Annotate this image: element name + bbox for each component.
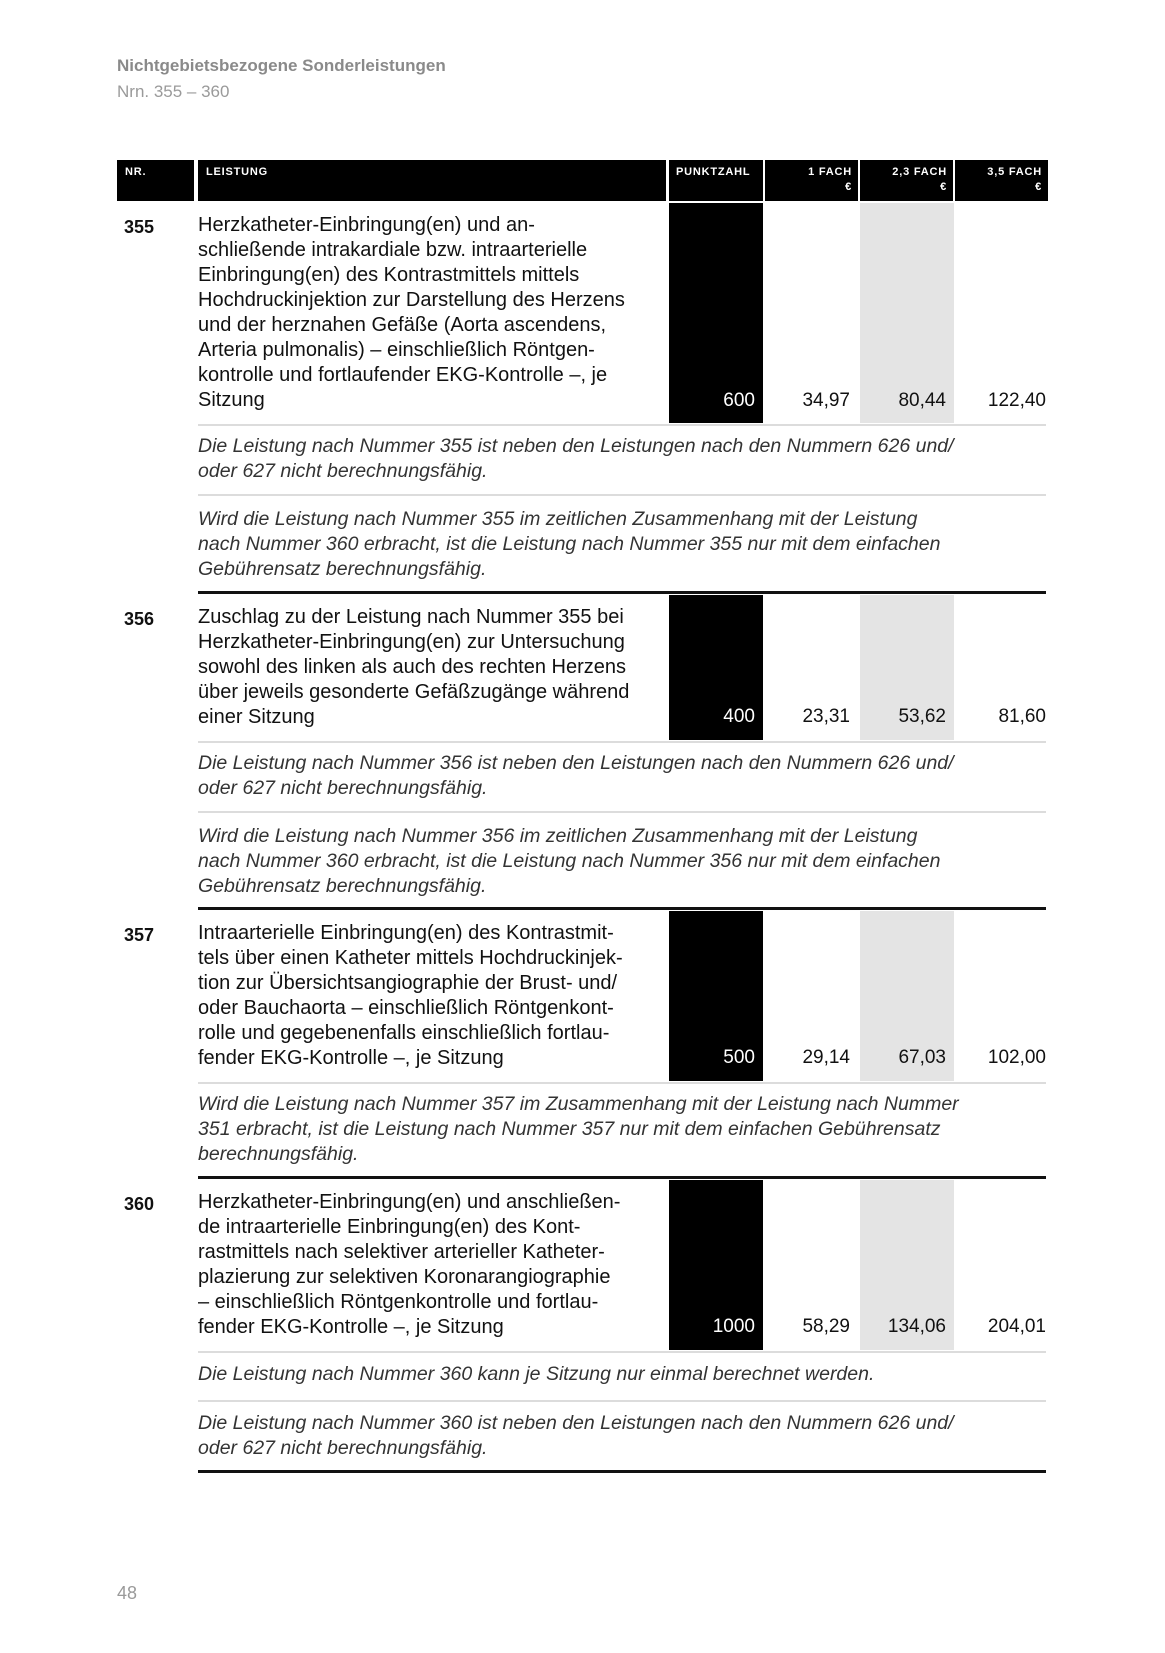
entry-note: Die Leistung nach Nummer 360 kann je Sitzung nur einmal berechnet werden. xyxy=(198,1363,875,1385)
fach1-value: 58,29 xyxy=(802,1316,850,1337)
fach23-value: 80,44 xyxy=(898,390,946,411)
fach1-value: 29,14 xyxy=(802,1047,850,1068)
fach35-value: 102,00 xyxy=(987,1047,1046,1068)
divider xyxy=(198,494,1046,496)
entry-number: 356 xyxy=(124,609,155,629)
entry-number: 357 xyxy=(124,925,155,945)
currency-label: € xyxy=(845,181,852,193)
fach23-value: 53,62 xyxy=(898,706,946,727)
divider xyxy=(198,1351,1046,1353)
divider xyxy=(198,811,1046,813)
entry-note: Die Leistung nach Nummer 356 ist neben den Leistungen nach den Nummern 626 und/ oder 627 nicht berechnungsfähig. xyxy=(198,752,954,799)
currency-label: € xyxy=(940,181,947,193)
entry-note: Wird die Leistung nach Nummer 356 im zeitlichen Zusammenhang mit der Leistung nach Nummer 360 erbracht, ist die Leistung nach Nummer 356 nur mit dem einfachen Gebührensatz berechnungsfähig. xyxy=(198,825,941,897)
column-header-23fach-label: 2,3 FACH xyxy=(892,166,947,178)
fach1-value: 34,97 xyxy=(802,390,850,411)
fach23-value: 134,06 xyxy=(887,1316,946,1337)
column-header-1fach xyxy=(765,160,858,201)
fach35-value: 122,40 xyxy=(987,390,1046,411)
entry-number: 355 xyxy=(124,217,155,237)
entry-note: Die Leistung nach Nummer 355 ist neben den Leistungen nach den Nummern 626 und/ oder 627 nicht berechnungsfähig. xyxy=(198,435,954,482)
column-header-leistung: LEISTUNG xyxy=(198,160,666,201)
section-title: Nichtgebietsbezogene Sonderleistungen xyxy=(117,56,446,75)
fach35-value: 81,60 xyxy=(998,706,1046,727)
fach35-value: 204,01 xyxy=(987,1316,1046,1337)
section-divider xyxy=(198,907,1046,910)
divider xyxy=(198,424,1046,426)
column-header-punktzahl: PUNKTZAHL xyxy=(669,160,763,201)
entry-note: Die Leistung nach Nummer 360 ist neben den Leistungen nach den Nummern 626 und/ oder 627 nicht berechnungsfähig. xyxy=(198,1412,954,1459)
column-header-1fach-label: 1 FACH xyxy=(808,166,852,178)
column-header-35fach xyxy=(955,160,1048,201)
entry-number: 360 xyxy=(124,1194,155,1214)
entry-description: Intraarterielle Einbringung(en) des Kontrastmit- tels über einen Katheter mittels Hochdruckinjek- tion zur Übersichtsangiographie der Brust- und/ oder Bauchaorta – einschließlich Röntgenkont- rolle und gegebenenfalls einschließlich fortlau- fender EKG-Kontrolle –, je Sitzung xyxy=(198,922,623,1069)
punktzahl-value: 600 xyxy=(723,390,755,411)
column-header-23fach xyxy=(860,160,953,201)
fach1-value: 23,31 xyxy=(802,706,850,727)
divider xyxy=(198,741,1046,743)
entry-note: Wird die Leistung nach Nummer 355 im zeitlichen Zusammenhang mit der Leistung nach Nummer 360 erbracht, ist die Leistung nach Nummer 355 nur mit dem einfachen Gebührensatz berechnungsfähig. xyxy=(198,508,941,580)
entry-description: Zuschlag zu der Leistung nach Nummer 355 bei Herzkatheter-Einbringung(en) zur Untersuchung sowohl des linken als auch des rechten Herzens über jeweils gesonderte Gefäßzugänge während einer Sitzung xyxy=(198,606,630,728)
fach23-value: 67,03 xyxy=(898,1047,946,1068)
entry-note: Wird die Leistung nach Nummer 357 im Zusammenhang mit der Leistung nach Nummer 351 erbracht, ist die Leistung nach Nummer 357 nur mit dem einfachen Gebührensatz berechnungsfähig. xyxy=(198,1093,959,1165)
section-divider xyxy=(198,1176,1046,1179)
entry-description: Herzkatheter-Einbringung(en) und anschließen- de intraarterielle Einbringung(en) des Kont- rastmittels nach selektiver arterieller Katheter- plazierung zur selektiven Koronarangiographie – einschließlich Röntgenkontrolle und fortlau- fender EKG-Kontrolle –, je Sitzung xyxy=(198,1191,621,1338)
section-subtitle: Nrn. 355 – 360 xyxy=(117,82,230,101)
page-number: 48 xyxy=(117,1583,138,1603)
punktzahl-value: 400 xyxy=(723,706,755,727)
currency-label: € xyxy=(1035,181,1042,193)
divider xyxy=(198,1082,1046,1084)
section-divider xyxy=(198,1470,1046,1473)
section-divider xyxy=(198,591,1046,594)
entry-description: Herzkatheter-Einbringung(en) und an- schließende intrakardiale bzw. intraarterielle Einbringung(en) des Kontrastmittels mittels Hochdruckinjektion zur Darstellung des Herzens und der herznahen Gefäße (Aorta ascendens, Arteria pulmonalis) – einschließlich Röntgen- kontrolle und fortlaufender EKG-Kontrolle –, je Sitzung xyxy=(198,214,625,411)
punktzahl-value: 500 xyxy=(723,1047,755,1068)
column-header-nr: NR. xyxy=(117,160,194,201)
punktzahl-value: 1000 xyxy=(712,1316,755,1337)
column-header-35fach-label: 3,5 FACH xyxy=(987,166,1042,178)
divider xyxy=(198,1400,1046,1402)
